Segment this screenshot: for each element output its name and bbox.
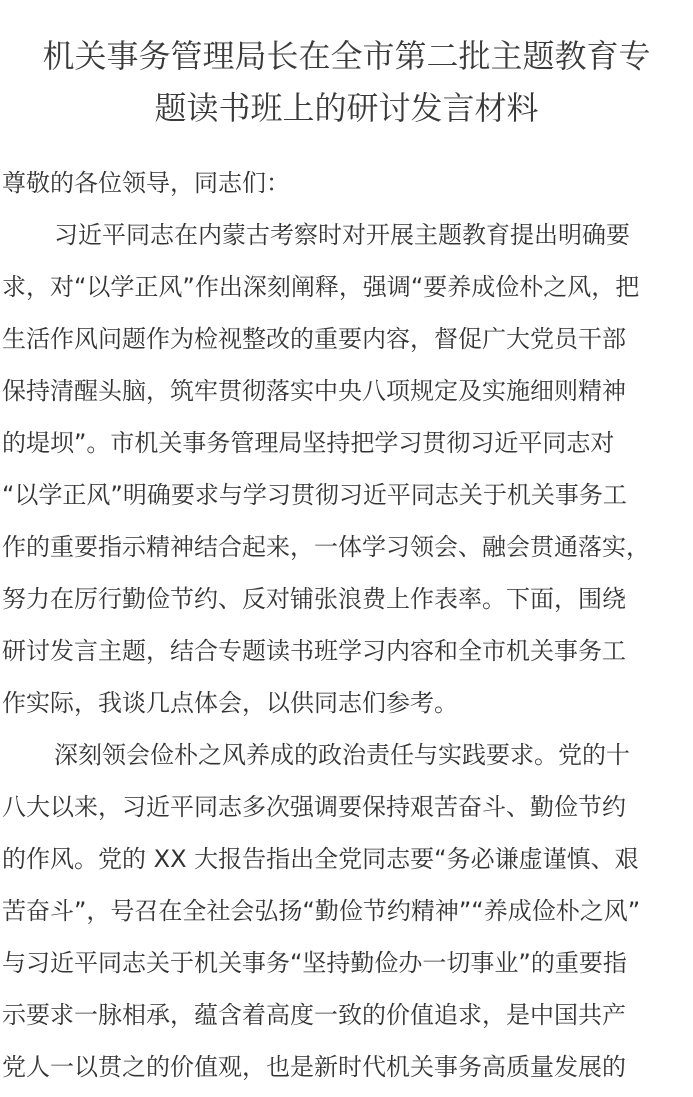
text-line: “以学正风”明确要求与学习贯彻习近平同志关于机关事务工 [2,481,627,509]
text-line: 示要求一脉相承，蕴含着高度一致的价值追求，是中国共产 [2,1001,626,1029]
text-line: 作实际，我谈几点体会，以供同志们参考。 [2,689,458,717]
text-line: 生活作风问题作为检视整改的重要内容，督促广大党员干部 [2,325,626,353]
text-line: 苦奋斗”，号召在全社会弘扬“勤俭节约精神”“养成俭朴之风” [2,897,641,925]
text-line: 深刻领会俭朴之风养成的政治责任与实践要求。党的十 [54,741,630,769]
document-title [0,0,693,134]
text-line: 努力在厉行勤俭节约、反对铺张浪费上作表率。下面，围绕 [2,585,626,613]
text-line: 党人一以贯之的价值观，也是新时代机关事务高质量发展的 [2,1053,626,1081]
text-line: 作的重要指示精神结合起来，一体学习领会、融会贯通落实， [2,533,650,561]
text-line: 八大以来，习近平同志多次强调要保持艰苦奋斗、勤俭节约 [2,793,626,821]
document-body [0,157,693,1093]
title-line-2: 题读书班上的研讨发言材料 [154,89,539,127]
text-line: 研讨发言主题，结合专题读书班学习内容和全市机关事务工 [2,637,626,665]
text-line: 与习近平同志关于机关事务“坚持勤俭办一切事业”的重要指 [2,949,627,977]
text-line: 的堤坝”。市机关事务管理局坚持把学习贯彻习近平同志对 [2,429,615,457]
text-line: 求，对“以学正风”作出深刻阐释，强调“要养成俭朴之风，把 [2,273,640,301]
text-line: 习近平同志在内蒙古考察时对开展主题教育提出明确要 [54,221,630,249]
title-line-1: 机关事务管理局长在全市第二批主题教育专 [42,37,651,75]
text-line: 的作风。党的 XX 大报告指出全党同志要“务必谦虚谨慎、艰 [2,845,639,873]
text-line: 保持清醒头脑，筑牢贯彻落实中央八项规定及实施细则精神 [2,377,626,405]
text-line: 尊敬的各位领导，同志们： [2,169,290,197]
